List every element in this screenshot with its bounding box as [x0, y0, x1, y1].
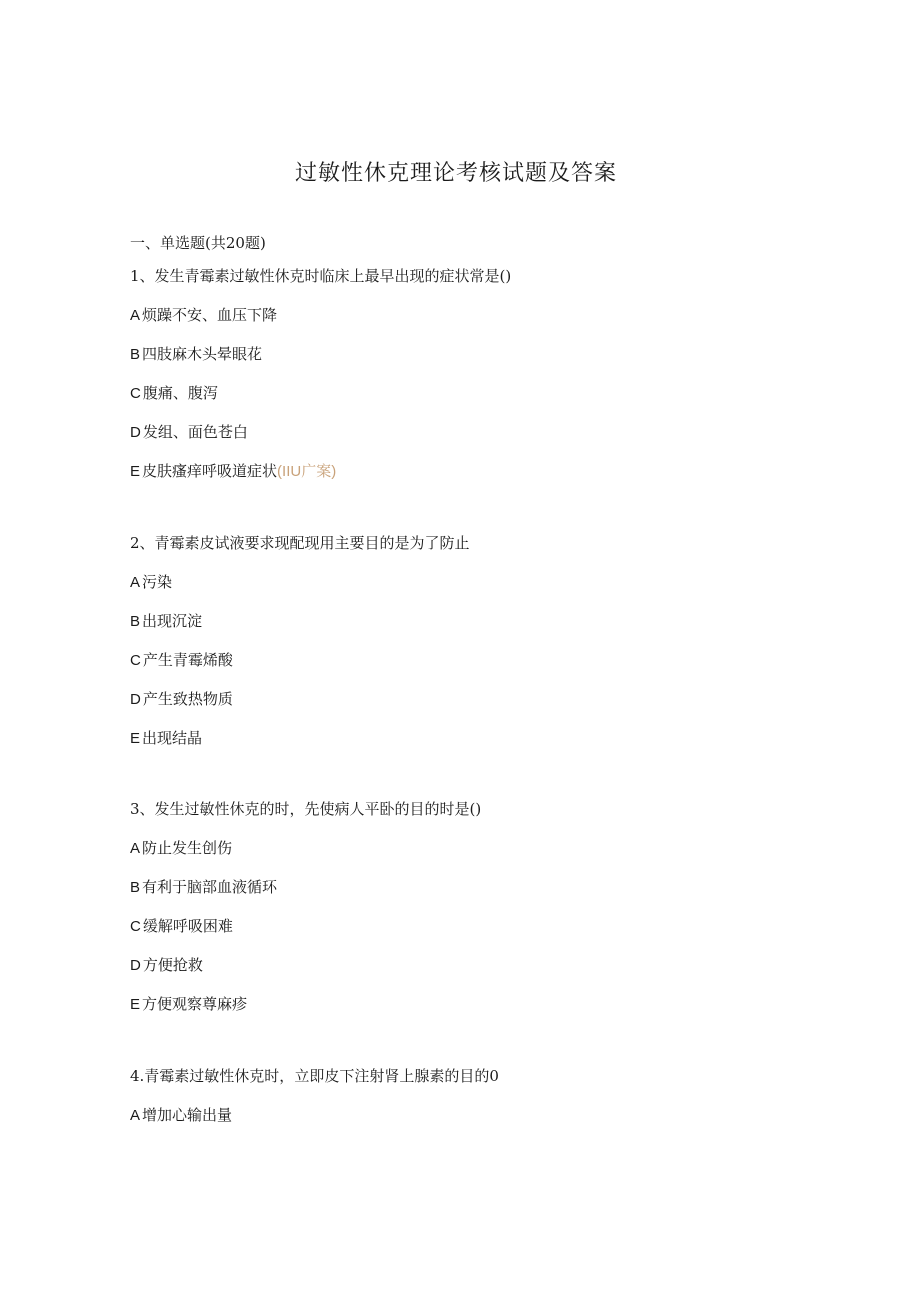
option-letter: B: [130, 613, 141, 630]
option-text: 防止发生创伤: [142, 839, 233, 857]
question-2-option-e: [130, 727, 202, 750]
option-letter: D: [130, 957, 141, 974]
answer-note: (IIU广案): [277, 463, 337, 480]
option-letter: E: [130, 463, 141, 480]
option-text: 腹痛、腹泻: [142, 384, 218, 402]
question-2-option-b: [130, 610, 202, 633]
question-1-option-e: [130, 460, 336, 483]
option-text: 有利于脑部血液循环: [142, 878, 278, 896]
option-letter: E: [130, 996, 141, 1013]
question-3-option-d: [130, 954, 203, 977]
question-2-stem: 2、青霉素皮试液要求现配现用主要目的是为了防止: [130, 534, 470, 552]
option-text: 出现沉淀: [142, 612, 203, 630]
option-text: 四肢麻木头晕眼花: [142, 345, 263, 363]
question-3-option-c: [130, 915, 233, 938]
question-3-option-a: [130, 837, 232, 860]
option-letter: C: [130, 918, 141, 935]
option-text: 缓解呼吸困难: [142, 917, 233, 935]
option-text: 增加心输出量: [142, 1106, 233, 1124]
option-letter: D: [130, 691, 141, 708]
question-1-option-a: [130, 304, 277, 327]
question-1-option-b: [130, 343, 262, 366]
question-2-option-d: [130, 688, 233, 711]
question-2-option-c: [130, 649, 233, 672]
option-text: 发组、面色苍白: [142, 423, 248, 441]
question-3-option-b: [130, 876, 277, 899]
question-4-stem: 4.青霉素过敏性休克时，立即皮下注射肾上腺素的目的0: [130, 1067, 499, 1085]
option-letter: A: [130, 307, 141, 324]
option-text: 方便观察尊麻疹: [142, 995, 248, 1013]
option-letter: B: [130, 346, 141, 363]
option-text: 产生致热物质: [142, 690, 233, 708]
question-4-option-a: [130, 1104, 232, 1127]
question-2-option-a: [130, 571, 172, 594]
option-text: 方便抢救: [142, 956, 203, 974]
option-letter: A: [130, 1107, 141, 1124]
option-letter: B: [130, 879, 141, 896]
option-text: 产生青霉烯酸: [142, 651, 233, 669]
question-1-stem: 1、发生青霉素过敏性休克时临床上最早出现的症状常是(): [130, 267, 512, 285]
option-letter: D: [130, 424, 141, 441]
question-1-option-c: [130, 382, 218, 405]
option-text: 污染: [142, 573, 173, 591]
option-letter: A: [130, 574, 141, 591]
option-letter: A: [130, 840, 141, 857]
option-text: 皮肤瘙痒呼吸道症状: [142, 462, 278, 480]
option-text: 烦躁不安、血压下降: [142, 306, 278, 324]
option-text: 出现结晶: [142, 729, 203, 747]
option-letter: C: [130, 385, 141, 402]
question-1-option-d: [130, 421, 248, 444]
document-title: 过敏性休克理论考核试题及答案: [294, 161, 617, 186]
question-3-stem: 3、发生过敏性休克的时，先使病人平卧的目的时是(): [130, 800, 482, 818]
option-letter: C: [130, 652, 141, 669]
section-heading: 一、单选题(共20题): [130, 234, 266, 252]
option-letter: E: [130, 730, 141, 747]
question-3-option-e: [130, 993, 247, 1016]
